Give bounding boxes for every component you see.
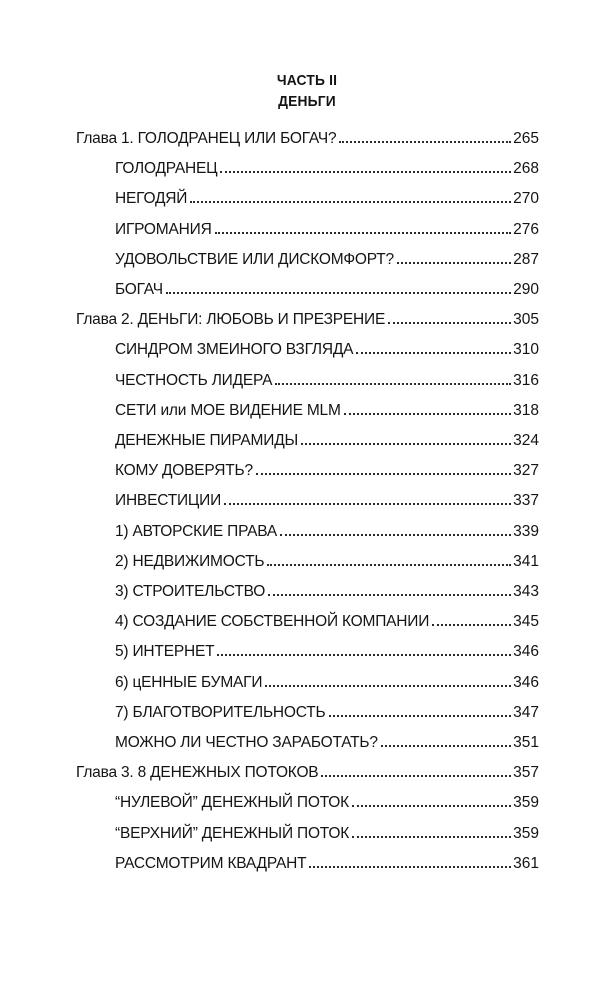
dot-leader [220,171,511,173]
toc-section-entry [115,640,539,664]
part-number: ЧАСТЬ II [276,72,338,89]
toc-entry-title: ИНВЕСТИЦИИ [115,492,222,510]
toc-entry-title: НЕГОДЯЙ [115,190,188,208]
toc-entry-page-number: 347 [513,703,539,721]
toc-entry-title: СЕТИ или МОЕ ВИДЕНИЕ MLM [115,401,341,419]
toc-entry-title: МОЖНО ЛИ ЧЕСТНО ЗАРАБОТАТЬ? [115,734,378,751]
dot-leader [217,654,511,656]
toc-entry-page-number: 305 [513,311,539,329]
toc-chapter-entry [76,127,539,151]
toc-entry-title: ЧЕСТНОСТЬ ЛИДЕРА [115,371,273,389]
toc-section-entry [115,187,539,211]
dot-leader [397,262,511,264]
dot-leader [321,775,511,777]
dot-leader [268,594,511,596]
toc-section-entry [115,520,539,544]
toc-entry-page-number: 268 [513,160,539,178]
toc-section-entry [115,852,539,876]
toc-section-entry [115,489,539,513]
part-title: ДЕНЬГИ [278,93,336,110]
dot-leader [356,352,511,354]
toc-entry-title: Глава 2. ДЕНЬГИ: ЛЮБОВЬ И ПРЕЗРЕНИЕ [76,311,386,329]
dot-leader [344,413,511,415]
toc-entry-title: “ВЕРХНИЙ” ДЕНЕЖНЫЙ ПОТОК [115,824,350,842]
toc-entry-title: Глава 3. 8 ДЕНЕЖНЫХ ПОТОКОВ [76,764,319,782]
toc-entry-title: 7) БЛАГОТВОРИТЕЛЬНОСТЬ [115,703,326,721]
toc-section-entry [115,338,539,362]
dot-leader [267,564,511,566]
toc-entry-title: УДОВОЛЬСТВИЕ ИЛИ ДИСКОМФОРТ? [115,250,394,268]
dot-leader [215,232,512,234]
toc-entry-page-number: 361 [513,854,539,872]
dot-leader [301,443,511,445]
toc-entry-page-number: 327 [513,462,539,480]
toc-entry-page-number: 357 [513,764,539,782]
toc-entry-title: 5) ИНТЕРНЕТ [115,643,215,661]
toc-entry-page-number: 310 [513,341,539,359]
dot-leader [280,534,511,536]
dot-leader [190,201,511,203]
dot-leader [309,866,511,868]
toc-entry-page-number: 351 [513,734,539,751]
toc-entry-title: 4) СОЗДАНИЕ СОБСТВЕННОЙ КОМПАНИИ [115,613,430,631]
toc-entry-page-number: 265 [513,130,539,147]
toc-entry-title: 1) АВТОРСКИЕ ПРАВА [115,522,278,540]
toc-entry-page-number: 324 [513,432,539,449]
toc-entry-title: ДЕНЕЖНЫЕ ПИРАМИДЫ [115,432,299,449]
toc-entry-title: 3) СТРОИТЕЛЬСТВО [115,583,266,600]
toc-entry-title: Глава 1. ГОЛОДРАНЕЦ ИЛИ БОГАЧ? [76,130,337,147]
dot-leader [224,503,511,505]
toc-section-entry [115,701,539,725]
dot-leader [432,624,511,626]
toc-section-entry [115,248,539,272]
toc-entry-title: РАССМОТРИМ КВАДРАНТ [115,854,307,872]
toc-entry-title: 6) цЕННЫЕ БУМАГИ [115,673,263,691]
toc-section-entry [115,671,539,695]
toc-section-entry [115,218,539,242]
dot-leader [275,383,511,385]
dot-leader [329,715,512,717]
toc-entry-title: БОГАЧ [115,281,163,298]
toc-entry-page-number: 343 [513,583,539,600]
toc-entry-page-number: 276 [513,220,539,238]
toc-entry-page-number: 341 [513,552,539,570]
toc-entry-title: ГОЛОДРАНЕЦ [115,160,218,178]
toc-section-entry [115,429,539,453]
dot-leader [381,745,511,747]
dot-leader [339,141,511,143]
toc-section-entry [115,610,539,634]
toc-entry-page-number: 318 [513,401,539,419]
toc-section-entry [115,822,539,846]
toc-entry-page-number: 316 [513,371,539,389]
toc-chapter-entry [76,308,539,332]
dot-leader [166,292,511,294]
toc-section-entry [115,278,539,302]
toc-entry-page-number: 270 [513,190,539,208]
toc-entry-page-number: 359 [513,824,539,842]
toc-chapter-entry [76,761,539,785]
toc-entry-title: ИГРОМАНИЯ [115,220,212,238]
toc-section-entry [115,369,539,393]
toc-entry-page-number: 290 [513,281,539,298]
toc-entry-page-number: 345 [513,613,539,631]
toc-section-entry [115,550,539,574]
toc-section-entry [115,791,539,815]
dot-leader [352,805,511,807]
dot-leader [265,685,511,687]
toc-section-entry [115,731,539,755]
toc-section-entry [115,580,539,604]
toc-entry-title: “НУЛЕВОЙ” ДЕНЕЖНЫЙ ПОТОК [115,794,349,812]
toc-entry-page-number: 346 [513,673,539,691]
toc-section-entry [115,459,539,483]
toc-entry-title: КОМУ ДОВЕРЯТЬ? [115,462,253,480]
toc-entry-page-number: 339 [513,522,539,540]
toc-section-entry [115,399,539,423]
toc-entry-page-number: 359 [513,794,539,812]
dot-leader [256,473,511,475]
toc-entry-page-number: 287 [513,250,539,268]
toc-entry-title: 2) НЕДВИЖИМОСТЬ [115,552,265,570]
toc-entry-page-number: 346 [513,643,539,661]
dot-leader [352,836,511,838]
dot-leader [388,322,511,324]
part-header [0,70,614,112]
toc-entry-title: СИНДРОМ ЗМЕИНОГО ВЗГЛЯДА [115,341,354,359]
toc-entry-page-number: 337 [513,492,539,510]
toc-section-entry [115,157,539,181]
